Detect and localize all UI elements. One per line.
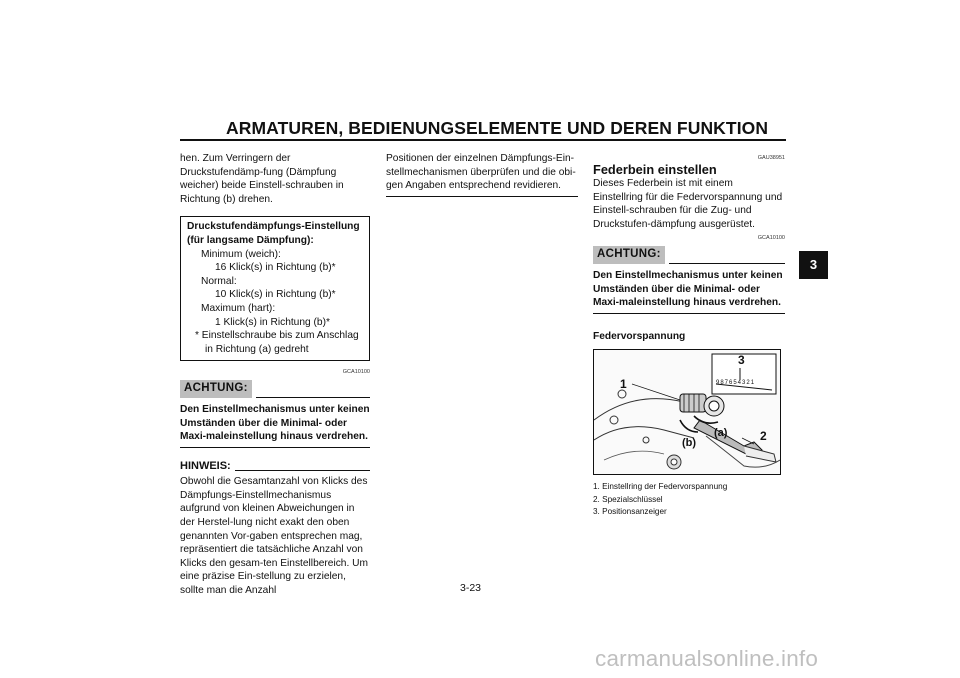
spec-title-line1: Druckstufendämpfungs-Einstellung <box>187 221 360 233</box>
caption-1: 1. Einstellring der Federvorspannung <box>593 482 728 492</box>
caption-3: 3. Positionsanzeiger <box>593 507 667 517</box>
chapter-tab: 3 <box>799 251 828 279</box>
callout-1: 1 <box>620 377 627 392</box>
column-2-rule <box>386 196 578 197</box>
column-1 <box>180 152 370 598</box>
section-code: GAU38951 <box>757 155 785 161</box>
watermark: carmanualsonline.info <box>595 646 819 671</box>
spec-normal-value: 10 Klick(s) in Richtung (b)* <box>215 289 336 301</box>
section-paragraph: Dieses Federbein ist mit einem Einstellring für die Federvorspannung und Einstell-schrauben für die Zug- und Druckstufen-dämpfung ausgerüstet. <box>593 178 783 230</box>
label-a: (a) <box>714 427 728 440</box>
spec-normal-label: Normal: <box>201 275 237 287</box>
spec-max-label: Maximum (hart): <box>201 302 276 314</box>
sub-heading: Federvorspannung <box>593 330 686 342</box>
section-heading: Federbein einstellen <box>593 162 717 177</box>
title-rule <box>180 139 786 141</box>
caution-header <box>180 380 370 398</box>
label-b: (b) <box>682 437 697 450</box>
callout-2: 2 <box>760 429 767 444</box>
caution-rule <box>256 397 370 398</box>
preload-figure <box>593 349 781 475</box>
column-2 <box>386 152 578 197</box>
caution-code-2: GCA10100 <box>757 235 785 242</box>
spec-min-value: 16 Klick(s) in Richtung (b)* <box>215 262 336 274</box>
caution-badge-2: ACHTUNG: <box>593 246 665 264</box>
scale-digits: 987654321 <box>716 380 756 387</box>
caption-2: 2. Spezialschlüssel <box>593 494 663 504</box>
continued-paragraph: Positionen der einzelnen Dämpfungs-Ein-stellmechanismen überprüfen und die obi-gen Angaben entsprechend revidieren. <box>386 153 576 192</box>
caution-text: Den Einstellmechanismus unter keinen Umständen über die Minimal- oder Maxi-maleinstellung hinaus verdrehen. <box>180 403 370 448</box>
page-number: 3-23 <box>460 582 482 594</box>
spec-max-value: 1 Klick(s) in Richtung (b)* <box>215 316 330 328</box>
caution-code: GCA10100 <box>342 369 370 376</box>
spec-title-line2: (für langsame Dämpfung): <box>187 234 314 246</box>
page-title: ARMATUREN, BEDIENUNGSELEMENTE UND DEREN FUNKTION <box>226 118 769 138</box>
callout-3: 3 <box>738 353 745 368</box>
spec-footnote: * Einstellschraube bis zum Anschlag in Richtung (a) gedreht <box>195 330 359 355</box>
spec-min-label: Minimum (weich): <box>201 248 281 260</box>
caution-rule-2 <box>669 263 785 264</box>
intro-paragraph: hen. Zum Verringern der Druckstufendämp-fung (Dämpfung weicher) beide Einstell-schrauben in Richtung (b) drehen. <box>180 153 344 205</box>
note-label: HINWEIS: <box>180 459 231 472</box>
caution-header-2 <box>593 246 785 264</box>
figure-captions <box>593 481 785 519</box>
column-3 <box>593 155 785 519</box>
caution-text-2: Den Einstellmechanismus unter keinen Umständen über die Minimal- oder Maxi-maleinstellung hinaus verdrehen. <box>593 269 785 314</box>
note-rule <box>235 470 370 471</box>
note-header <box>180 460 370 474</box>
caution-badge: ACHTUNG: <box>180 380 252 398</box>
figure-illustration <box>594 350 781 475</box>
spec-box <box>180 216 370 361</box>
note-text: Obwohl die Gesamtanzahl von Klicks des Dämpfungs-Einstellmechanismus aufgrund von kleinen Abweichungen in der Herstel-lung nicht exakt den oben genannten Vor-gaben entsprechen mag, repräsentiert die tatsächliche Anzahl von Klicks den gesam-ten Einstellbereich. Um eine präzise Ein-stellung zu erzielen, sollte man die Anzahl <box>180 476 368 597</box>
